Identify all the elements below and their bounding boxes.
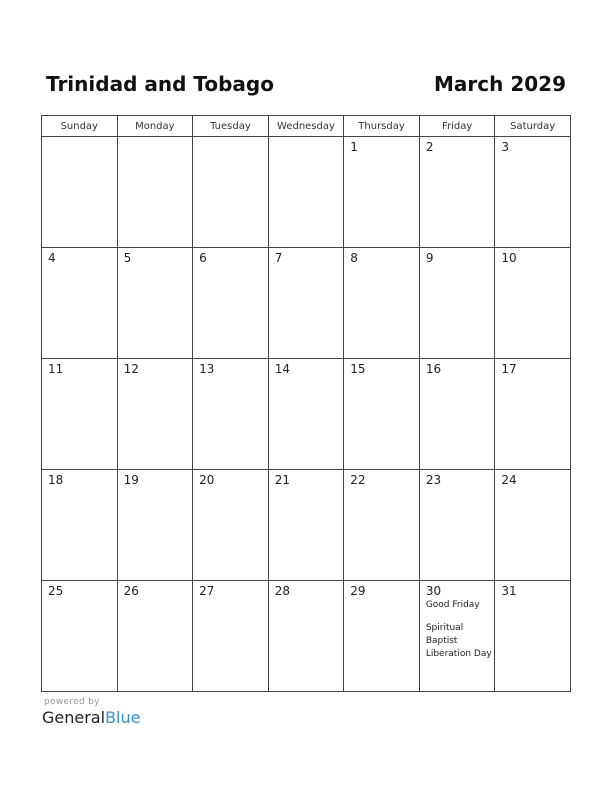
day-number: 22 xyxy=(350,473,366,487)
day-number: 27 xyxy=(199,584,215,598)
day-number: 10 xyxy=(501,251,517,265)
day-cell xyxy=(42,470,118,581)
day-number: 7 xyxy=(274,251,283,265)
calendar-grid xyxy=(41,115,571,689)
day-number xyxy=(269,137,344,140)
day-number: 12 xyxy=(123,362,139,376)
day-cell xyxy=(344,470,420,581)
day-cell xyxy=(344,581,420,692)
day-cell xyxy=(268,248,344,359)
day-cell xyxy=(419,470,495,581)
day-cell xyxy=(419,359,495,470)
day-cell xyxy=(495,470,571,581)
week-row xyxy=(42,581,571,692)
day-cell xyxy=(419,581,495,692)
day-cell xyxy=(117,470,193,581)
day-cell xyxy=(193,581,269,692)
day-number xyxy=(42,137,117,140)
day-cell xyxy=(193,470,269,581)
month-year-title: March 2029 xyxy=(434,72,566,96)
weekday-header: Monday xyxy=(117,116,193,137)
week-row xyxy=(42,137,571,248)
brand-logo[interactable] xyxy=(42,708,140,728)
day-number: 14 xyxy=(274,362,290,376)
weekday-header: Tuesday xyxy=(193,116,269,137)
weekday-header-row xyxy=(42,116,571,137)
day-cell xyxy=(268,137,344,248)
day-number: 24 xyxy=(501,473,517,487)
country-title: Trinidad and Tobago xyxy=(46,72,274,96)
day-cell xyxy=(42,137,118,248)
day-number: 5 xyxy=(123,251,132,265)
day-cell xyxy=(42,248,118,359)
week-row xyxy=(42,470,571,581)
day-number: 9 xyxy=(425,251,434,265)
footer-branding xyxy=(42,697,140,728)
day-number: 8 xyxy=(350,251,358,265)
calendar-table xyxy=(41,115,571,692)
weekday-header: Wednesday xyxy=(268,116,344,137)
weekday-header: Thursday xyxy=(344,116,420,137)
brand-logo-blue: Blue xyxy=(105,708,141,727)
day-cell xyxy=(344,359,420,470)
day-cell xyxy=(193,248,269,359)
day-number: 16 xyxy=(425,362,442,376)
day-cell xyxy=(495,137,571,248)
day-number: 21 xyxy=(274,473,290,487)
day-number: 4 xyxy=(48,251,56,265)
week-row xyxy=(42,359,571,470)
day-number: 17 xyxy=(501,362,517,376)
weekday-header: Friday xyxy=(419,116,495,137)
day-number: 28 xyxy=(274,584,290,598)
day-cell xyxy=(419,248,495,359)
day-cell xyxy=(344,137,420,248)
day-number: 19 xyxy=(123,473,139,487)
holiday-list xyxy=(420,598,495,661)
day-cell xyxy=(193,137,269,248)
day-cell xyxy=(42,359,118,470)
day-number: 25 xyxy=(48,584,64,598)
day-number: 1 xyxy=(350,140,358,154)
day-number: 30 xyxy=(425,584,442,598)
day-number: 20 xyxy=(199,473,215,487)
day-number: 13 xyxy=(199,362,215,376)
weekday-header: Saturday xyxy=(495,116,571,137)
weekday-header: Sunday xyxy=(42,116,118,137)
holiday-label: Spiritual Baptist Liberation Day xyxy=(425,623,492,659)
day-cell xyxy=(268,359,344,470)
brand-logo-general: General xyxy=(42,708,106,727)
day-cell xyxy=(495,581,571,692)
day-cell xyxy=(117,248,193,359)
day-number: 11 xyxy=(48,362,64,376)
day-number: 18 xyxy=(48,473,64,487)
day-number: 15 xyxy=(350,362,366,376)
day-cell xyxy=(495,248,571,359)
day-number xyxy=(118,137,193,140)
day-number xyxy=(193,137,268,140)
week-row xyxy=(42,248,571,359)
day-cell xyxy=(42,581,118,692)
day-number: 23 xyxy=(425,473,442,487)
day-cell xyxy=(117,581,193,692)
day-number: 6 xyxy=(199,251,207,265)
day-cell xyxy=(344,248,420,359)
day-cell xyxy=(193,359,269,470)
day-number: 26 xyxy=(123,584,139,598)
day-cell xyxy=(495,359,571,470)
day-cell xyxy=(117,359,193,470)
day-number: 29 xyxy=(350,584,366,598)
day-cell xyxy=(268,581,344,692)
day-number: 3 xyxy=(501,140,510,154)
day-number: 2 xyxy=(425,140,434,154)
holiday-label: Good Friday xyxy=(425,600,480,610)
day-cell xyxy=(117,137,193,248)
day-cell xyxy=(419,137,495,248)
powered-by-text: powered by xyxy=(44,697,100,707)
day-cell xyxy=(268,470,344,581)
day-number: 31 xyxy=(501,584,517,598)
